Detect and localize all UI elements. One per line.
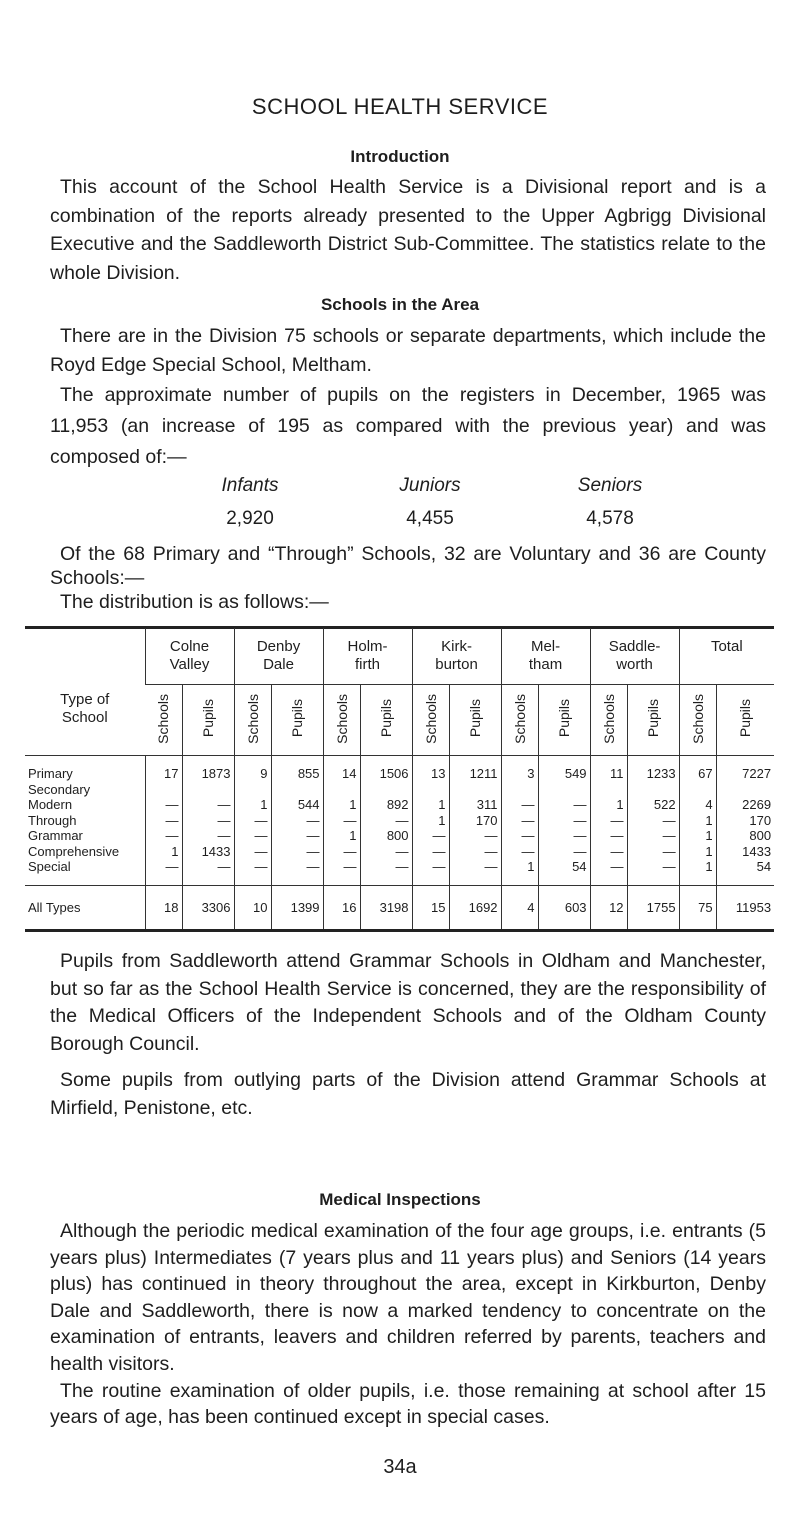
table-cell: — [360,844,412,860]
table-row [25,813,774,829]
sub-header-schools: Schools [234,685,271,756]
sub-header-schools: Schools [679,685,716,756]
table-cell: — [323,844,360,860]
table-cell [182,782,234,798]
table-cell: 13 [412,756,449,782]
table-cell: — [412,828,449,844]
table-cell [323,782,360,798]
table-cell [271,782,323,798]
after-table-text-1: Pupils from Saddleworth attend Grammar Schools in Oldham and Manchester, but so far as the School Health Service is concerned, they are the responsibility of the Medical Officers of the Independent Schools and of the Oldham County Borough Council. [50,950,766,1055]
row-label: Comprehensive [28,843,120,859]
table-cell: — [412,844,449,860]
table-cell: — [538,844,590,860]
row-label: Primary [28,766,73,781]
table-cell: — [145,859,182,885]
table-cell: 800 [716,828,774,844]
table-cell: — [627,813,679,829]
type-of-school-header [25,628,145,756]
table-cell: 17 [145,756,182,782]
composition-value-juniors: 4,455 [406,508,454,529]
table-cell: 1 [412,797,449,813]
table-cell: 1433 [182,844,234,860]
table-cell: 1 [501,859,538,885]
table-cell: 1506 [360,756,412,782]
sub-header-schools: Schools [145,685,182,756]
table-cell: — [538,813,590,829]
table-cell: — [590,859,627,885]
table-cell: 3198 [360,885,412,930]
type-of-school-label: Type of School [60,690,110,726]
table-cell [627,782,679,798]
table-cell: 1 [590,797,627,813]
table-cell: 18 [145,885,182,930]
table-cell [679,782,716,798]
table-cell: 549 [538,756,590,782]
sub-header-pupils: Pupils [360,685,412,756]
table-cell: — [449,859,501,885]
table-cell: 1399 [271,885,323,930]
medical-paragraph [50,1218,766,1431]
table-cell: — [234,813,271,829]
table-row [25,859,774,885]
after-table-text-2: Some pupils from outlying parts of the Division attend Grammar Schools at Mirfield, Penistone, etc. [50,1069,766,1119]
table-cell: — [360,813,412,829]
row-label: Through [28,812,77,828]
group-header-saddleworth: Saddle- worth [590,628,679,685]
table-cell: — [323,813,360,829]
table-cell: 544 [271,797,323,813]
composition-value-seniors: 4,578 [586,508,634,529]
table-cell: 1211 [449,756,501,782]
table-row [25,828,774,844]
composition-label-infants: Infants [221,475,279,496]
table-cell: 800 [360,828,412,844]
sub-header-pupils: Pupils [716,685,774,756]
table-cell: 11 [590,756,627,782]
table-cell: 11953 [716,885,774,930]
table-cell: — [360,859,412,885]
table-cell: 1 [679,828,716,844]
table-cell: — [412,859,449,885]
table-cell: — [182,859,234,885]
table-cell: — [234,859,271,885]
table-cell: — [271,828,323,844]
distribution-table [25,628,774,930]
table-cell: — [182,828,234,844]
table-cell: 855 [271,756,323,782]
row-label: Grammar [28,828,83,843]
table-cell: 16 [323,885,360,930]
schools-text-1: There are in the Division 75 schools or separate departments, which include the Royd Edge Special School, Meltham. [50,325,766,376]
table-cell: — [627,859,679,885]
distribution-paragraph [50,542,766,615]
row-label-all-types: All Types [25,885,145,930]
table-cell: — [449,828,501,844]
table-cell: 1 [679,859,716,885]
introduction-heading: Introduction [350,147,450,166]
table-cell: — [501,844,538,860]
table-cell: 3 [501,756,538,782]
table-row [25,844,774,860]
composition-value-infants: 2,920 [226,508,274,529]
table-cell: 10 [234,885,271,930]
table-cell: — [590,813,627,829]
table-cell: — [590,844,627,860]
table-cell: — [627,828,679,844]
sub-header-schools: Schools [590,685,627,756]
table-cell: 603 [538,885,590,930]
table-cell: 12 [590,885,627,930]
group-header-kirkburton: Kirk- burton [412,628,501,685]
table-cell [590,782,627,798]
table-cell: 4 [501,885,538,930]
table-cell: — [538,797,590,813]
table-cell [360,782,412,798]
table-cell: — [182,813,234,829]
schools-paragraph [50,322,766,473]
table-cell: 1 [234,797,271,813]
sub-header-pupils: Pupils [271,685,323,756]
medical-inspections-heading: Medical Inspections [319,1190,481,1209]
table-cell: — [145,813,182,829]
table-cell: 1 [145,844,182,860]
table-cell: 2269 [716,797,774,813]
table-cell: 7227 [716,756,774,782]
table-cell: 1873 [182,756,234,782]
table-cell: — [271,813,323,829]
table-cell: 9 [234,756,271,782]
schools-text-2: The approximate number of pupils on the registers in December, 1965 was 11,953 (an increase of 195 as compared with the previous year) and was composed of:— [50,384,766,468]
row-label: Modern [28,797,73,812]
schools-text-3: Of the 68 Primary and “Through” Schools, 32 are Voluntary and 36 are County Schools:— [50,543,766,589]
table-body [25,756,774,930]
table-cell: 311 [449,797,501,813]
table-row [25,797,774,813]
table-cell [538,782,590,798]
table-cell: — [501,797,538,813]
table-cell: 75 [679,885,716,930]
table-cell: — [234,828,271,844]
table-cell: — [145,828,182,844]
group-header-meltham: Mel- tham [501,628,590,685]
table-cell: 4 [679,797,716,813]
table-cell: 67 [679,756,716,782]
table-cell: 1 [679,813,716,829]
table-bottom-rule [25,929,774,932]
table-cell [412,782,449,798]
row-label: Special [28,859,71,874]
table-cell: 14 [323,756,360,782]
table-cell: — [145,797,182,813]
medical-text-1: Although the periodic medical examination of the four age groups, i.e. entrants (5 years plus) Intermediates (7 years plus and 11 years plus) and Seniors (14 years plus) has continued in theory throughout the area, except in Kirkburton, Denby Dale and Saddleworth, there is now a marked tendency to concentrate on the examination of entrants, leavers and children referred by parents, teachers and health visitors. [50,1220,766,1375]
group-header-colne-valley: Colne Valley [145,628,234,685]
table-cell: — [271,859,323,885]
sub-header-pupils: Pupils [182,685,234,756]
table-total-row [25,885,774,930]
table-cell: 1 [679,844,716,860]
medical-text-2: The routine examination of older pupils, i.e. those remaining at school after 15 years of age, has been continued except in special cases. [50,1379,766,1429]
table-cell: — [182,797,234,813]
table-cell: 15 [412,885,449,930]
composition-label-seniors: Seniors [577,475,643,496]
introduction-text: This account of the School Health Service is a Divisional report and is a combination of the reports already presented to the Upper Agbrigg Divisional Executive and the Saddleworth District Sub-Committee. The statistics relate to the whole Division. [50,176,766,284]
table-cell [716,782,774,798]
page-number: 34a [383,1456,417,1478]
table-cell [501,782,538,798]
table-cell: 1433 [716,844,774,860]
table-cell: — [449,844,501,860]
table-row [25,782,774,798]
sub-header-schools: Schools [501,685,538,756]
schools-text-4: The distribution is as follows:— [60,591,329,613]
sub-header-pupils: Pupils [538,685,590,756]
group-header-total: Total [679,628,774,685]
after-table-paragraph [50,948,766,1122]
sub-header-schools: Schools [412,685,449,756]
table-cell: 1 [412,813,449,829]
group-header-holmfirth: Holm- firth [323,628,412,685]
table-cell: — [501,813,538,829]
table-cell: 170 [449,813,501,829]
table-row [25,756,774,782]
table-cell: 170 [716,813,774,829]
table-cell: — [590,828,627,844]
table-cell: 892 [360,797,412,813]
table-cell: 1692 [449,885,501,930]
table-group-header-row [25,628,774,685]
table-cell: — [627,844,679,860]
page-title: SCHOOL HEALTH SERVICE [251,94,549,119]
table-cell: 522 [627,797,679,813]
table-cell: 3306 [182,885,234,930]
introduction-paragraph [50,173,766,287]
sub-header-pupils: Pupils [449,685,501,756]
table-cell: 54 [716,859,774,885]
table-cell: 1755 [627,885,679,930]
table-cell: — [323,859,360,885]
row-label-secondary: Secondary [28,781,91,797]
table-cell: — [271,844,323,860]
table-cell [449,782,501,798]
table-cell: — [501,828,538,844]
table-cell: — [538,828,590,844]
table-cell [234,782,271,798]
table-cell [145,782,182,798]
table-cell: 1233 [627,756,679,782]
schools-heading: Schools in the Area [320,295,480,314]
group-header-denby-dale: Denby Dale [234,628,323,685]
sub-header-schools: Schools [323,685,360,756]
table-cell: 1 [323,797,360,813]
sub-header-pupils: Pupils [627,685,679,756]
table-cell: 54 [538,859,590,885]
table-cell: — [234,844,271,860]
composition-label-juniors: Juniors [399,475,461,496]
table-cell: 1 [323,828,360,844]
